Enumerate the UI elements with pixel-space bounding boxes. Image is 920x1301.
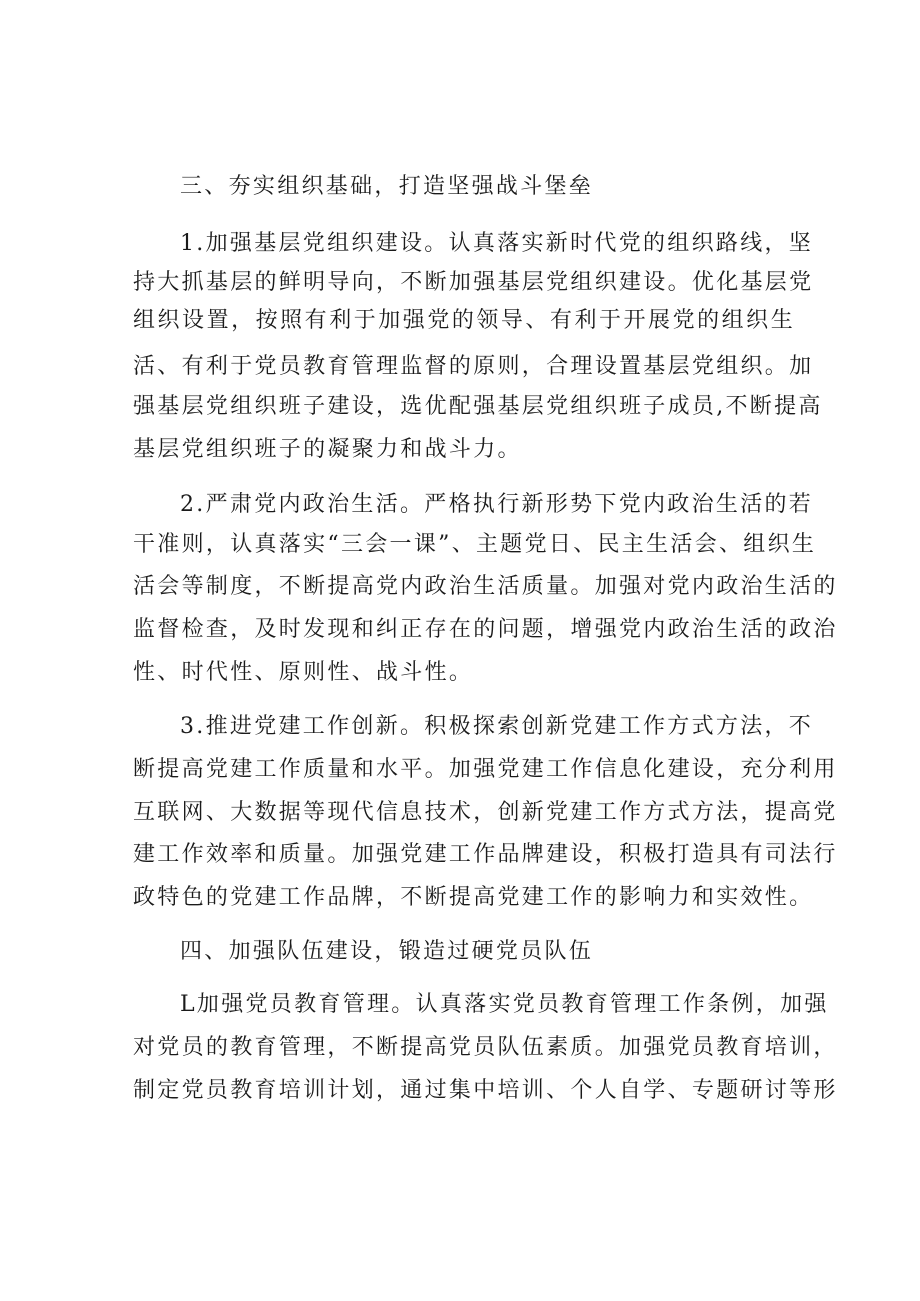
paragraph-line: 强基层党组织班子建设，选优配强基层党组织班子成员,不断提高	[133, 394, 823, 419]
paragraph-line: 断提高党建工作质量和水平。加强党建工作信息化建设，充分利用	[133, 757, 838, 782]
paragraph-line: 2.严肃党内政治生活。严格执行新形势下党内政治生活的若	[180, 492, 814, 517]
paragraph-line: 1.加强基层党组织建设。认真落实新时代党的组织路线，坚	[180, 231, 814, 256]
paragraph-line: 政特色的党建工作品牌，不断提高党建工作的影响力和实效性。	[133, 885, 814, 910]
section-heading-4: 四、加强队伍建设，锻造过硬党员队伍	[180, 939, 594, 964]
paragraph-line: L加强党员教育管理。认真落实党员教育管理工作条例，加强	[180, 992, 829, 1017]
paragraph-line: 制定党员教育培训计划，通过集中培训、个人自学、专题研讨等形	[133, 1078, 838, 1103]
paragraph-line: 组织设置，按照有利于加强党的领导、有利于开展党的组织生	[133, 308, 795, 333]
paragraph-line: 活、有利于党员教育管理监督的原则，合理设置基层党组织。加	[133, 354, 814, 379]
paragraph-line: 建工作效率和质量。加强党建工作品牌建设，积极打造具有司法行	[133, 842, 838, 867]
paragraph-line: 对党员的教育管理，不断提高党员队伍素质。加强党员教育培训，	[133, 1035, 838, 1060]
paragraph-line: 互联网、大数据等现代信息技术，创新党建工作方式方法，提高党	[133, 800, 838, 825]
paragraph-line: 监督检查，及时发现和纠正存在的问题，增强党内政治生活的政治	[133, 617, 838, 642]
paragraph-line: 性、时代性、原则性、战斗性。	[133, 660, 474, 685]
section-heading-3: 三、夯实组织基础，打造坚强战斗堡垒	[180, 174, 594, 199]
paragraph-line: 3.推进党建工作创新。积极探索创新党建工作方式方法，不	[180, 714, 814, 739]
paragraph-line: 持大抓基层的鲜明导向，不断加强基层党组织建设。优化基层党	[133, 270, 814, 295]
paragraph-line: 干准则，认真落实“三会一课”、主题党日、民主生活会、组织生	[133, 532, 817, 557]
paragraph-line: 活会等制度，不断提高党内政治生活质量。加强对党内政治生活的	[133, 574, 838, 599]
paragraph-line: 基层党组织班子的凝聚力和战斗力。	[133, 437, 522, 462]
